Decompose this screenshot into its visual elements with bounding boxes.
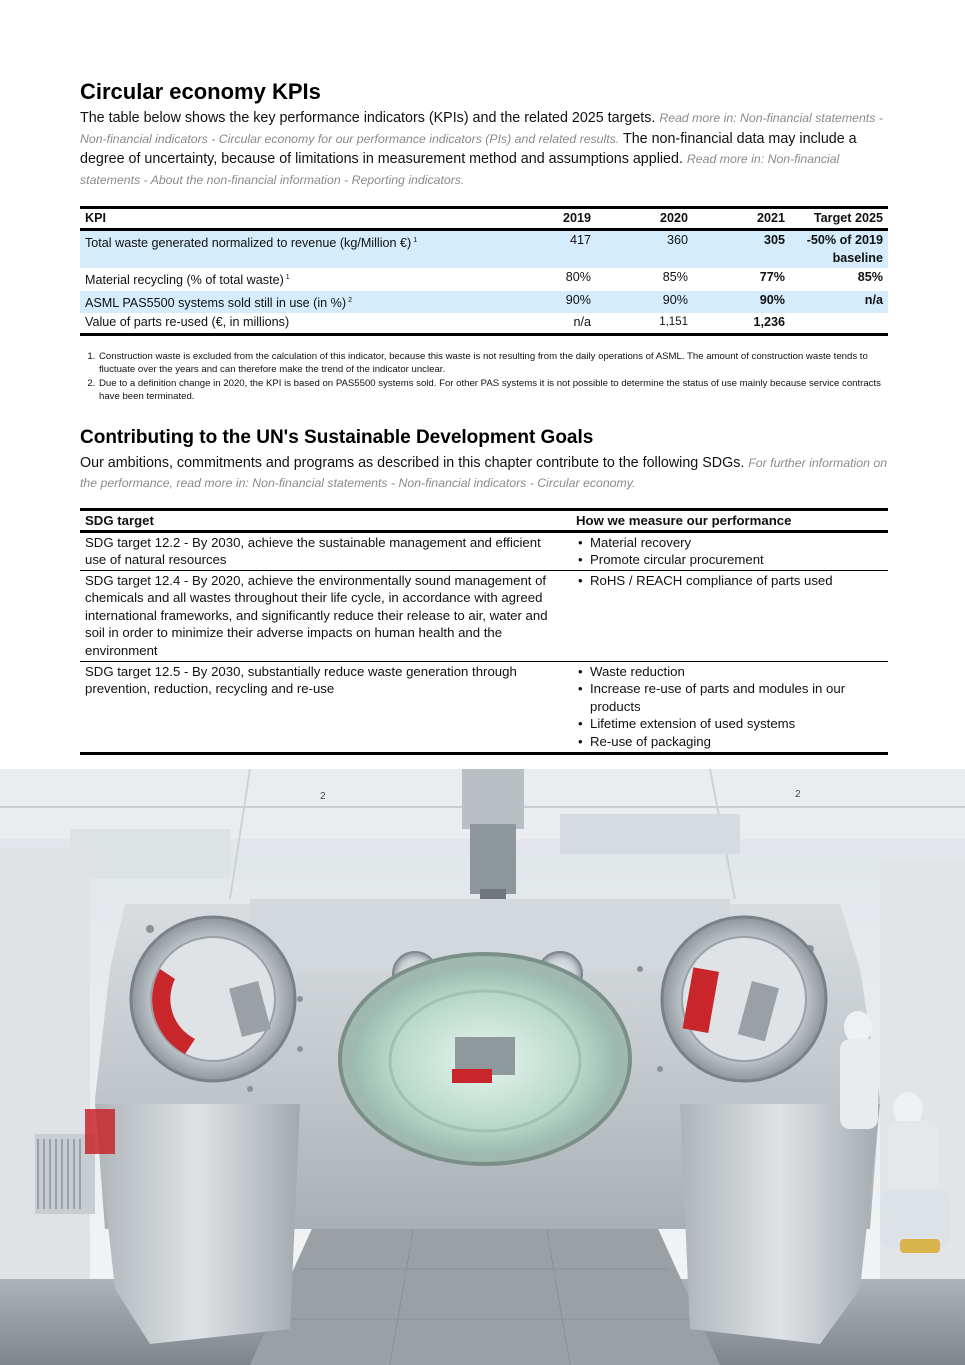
sdg-target-cell: SDG target 12.4 - By 2020, achieve the environmentally sound management of chemicals and all wastes throughout their life cycle, in accordance with agreed international frameworks, and significantly reduce their release to air, water and soil in order to minimize their adverse impacts on human health and the environment <box>80 570 571 661</box>
measures-list <box>576 534 883 569</box>
footnote-ref[interactable]: 2 <box>348 296 352 304</box>
list-item: • Lifetime extension of used systems <box>576 715 883 733</box>
year-2021-col-header: 2021 <box>693 208 790 230</box>
ceiling-marker-right: 2 <box>795 789 801 800</box>
sdg-target-cell: SDG target 12.5 - By 2030, substantially reduce waste generation through prevention, reduction, recycling and re-use <box>80 661 571 753</box>
footnotes <box>80 350 888 404</box>
value-2019-cell: 90% <box>520 291 596 314</box>
target-2025-cell: n/a <box>790 291 888 314</box>
machine-illustration <box>0 769 965 1365</box>
kpi-name-cell: Total waste generated normalized to revenue (kg/Million €) $^1$ <box>80 230 520 269</box>
kpi-table-header <box>80 208 888 230</box>
kpi-intro-text-2: The non-financial data may include a degree of uncertainty, because of limitations in measurement method and assumptions applied. <box>80 130 857 167</box>
table-row <box>80 531 888 570</box>
measure-col-header: How we measure our performance <box>571 509 888 531</box>
sdg-table <box>80 508 888 755</box>
value-2021-cell: 77% <box>759 270 785 284</box>
kpi-intro-text-1: The table below shows the key performance indicators (KPIs) and the related 2025 targets. <box>80 110 656 126</box>
target-2025-col-header: Target 2025 <box>790 208 888 230</box>
value-2020-cell: 360 <box>596 230 693 269</box>
kpi-name-cell: Material recycling (% of total waste) $^1$ <box>85 273 290 287</box>
list-item: • RoHS / REACH compliance of parts used <box>576 572 883 590</box>
sdg-intro-text: Our ambitions, commitments and programs as described in this chapter contribute to the following SDGs. <box>80 454 745 471</box>
list-item: • Material recovery <box>576 534 883 552</box>
kpi-intro-ref-2[interactable]: Read more in: Non-financial statements - About the non-financial information - Reporting indicators. <box>80 152 840 187</box>
sdg-intro <box>80 453 888 494</box>
list-item: • Re-use of packaging <box>576 733 883 751</box>
value-2021-cell: 90% <box>693 291 790 314</box>
sdg-target-cell: SDG target 12.2 - By 2030, achieve the sustainable management and efficient use of natural resources <box>80 531 571 570</box>
cleanroom-machine-photo <box>0 769 965 1365</box>
table-row <box>80 291 888 314</box>
kpi-table <box>80 206 888 336</box>
value-2021-cell: 1,236 <box>693 313 790 334</box>
value-2020-cell: 85% <box>662 270 688 284</box>
table-row <box>80 230 888 269</box>
sdg-section-title: Contributing to the UN's Sustainable Development Goals <box>80 426 594 448</box>
value-2021-cell: 305 <box>693 230 790 269</box>
kpi-col-header: KPI <box>80 208 520 230</box>
list-item: • Waste reduction <box>576 663 883 681</box>
sdg-table-header <box>80 509 888 531</box>
list-item: • Increase re-use of parts and modules in our products <box>576 680 883 715</box>
measures-cell <box>571 570 888 661</box>
measures-list <box>576 572 883 590</box>
target-2025-cell: 85% <box>857 270 883 284</box>
year-2019-col-header: 2019 <box>520 208 596 230</box>
table-row <box>80 313 888 334</box>
footnote-ref[interactable]: 1 <box>413 237 418 244</box>
target-2025-cell <box>790 313 888 334</box>
measures-list <box>576 663 883 751</box>
kpi-name-cell: ASML PAS5500 systems sold still in use (in %) $^2$ <box>80 291 520 314</box>
list-item: • Promote circular procurement <box>576 551 883 569</box>
footnote-1: 1. Construction waste is excluded from the calculation of this indicator, because this waste is not resulting from the daily operations of ASML. The amount of construction waste tends to fluctuate over the years and can therefore make the trend of the indicator unclear. <box>98 350 888 377</box>
table-row <box>80 570 888 661</box>
page-content <box>80 78 888 755</box>
footnote-ref[interactable]: 1 <box>285 274 290 281</box>
measures-cell <box>571 531 888 570</box>
sdg-target-col-header: SDG target <box>80 509 571 531</box>
kpi-section-title: Circular economy KPIs <box>80 79 321 104</box>
value-2019-cell: 417 <box>520 230 596 269</box>
table-row <box>80 661 888 753</box>
measures-cell <box>571 661 888 753</box>
year-2020-col-header: 2020 <box>596 208 693 230</box>
sdg-intro-ref[interactable]: For further information on the performance, read more in: Non-financial statements - Non-financial indicators - Circular economy. <box>80 455 888 490</box>
footnote-2: 2. Due to a definition change in 2020, the KPI is based on PAS5500 systems sold. For other PAS systems it is not possible to determine the status of use mainly because service contracts have been terminated. <box>98 377 888 404</box>
value-2020-cell: 90% <box>596 291 693 314</box>
kpi-name-cell: Value of parts re-used (€, in millions) <box>80 313 520 334</box>
target-2025-cell: -50% of 2019 baseline <box>790 230 888 269</box>
value-2019-cell: 80% <box>565 270 591 284</box>
ceiling-marker-left: 2 <box>320 791 326 802</box>
value-2019-cell: n/a <box>520 313 596 334</box>
kpi-intro-ref-1[interactable]: Read more in: Non-financial statements - Non-financial indicators - Circular economy for our performance indicators (PIs) and related results. <box>80 111 883 146</box>
value-2020-cell: 1,151 <box>596 313 693 334</box>
table-row <box>80 268 888 291</box>
kpi-intro <box>80 108 888 190</box>
